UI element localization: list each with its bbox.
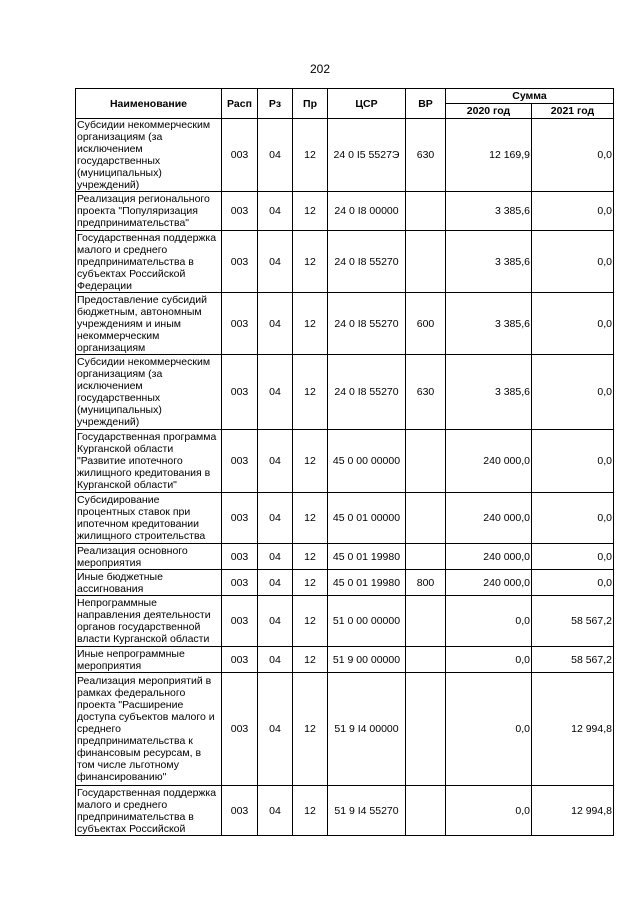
row-sum-2020: 0,0	[446, 596, 532, 647]
row-name: Реализация мероприятий в рамках федерального проекта "Расширение доступа субъектов малого и среднего предпринимательства к финансовым ресурсам, в том числе льготному финансированию"	[76, 673, 222, 786]
row-rasp: 003	[222, 355, 258, 430]
row-pr: 12	[293, 430, 328, 493]
row-rasp: 003	[222, 786, 258, 836]
row-sum-2021: 0,0	[532, 293, 614, 355]
row-rasp: 003	[222, 544, 258, 570]
row-rasp: 003	[222, 673, 258, 786]
row-pr: 12	[293, 192, 328, 231]
row-sum-2020: 240 000,0	[446, 493, 532, 544]
row-rz: 04	[258, 673, 293, 786]
row-sum-2021: 0,0	[532, 430, 614, 493]
row-csr: 51 9 I4 00000	[328, 673, 406, 786]
table-row	[76, 355, 614, 430]
row-name: Иные непрограммные мероприятия	[76, 647, 222, 673]
row-vr	[406, 493, 446, 544]
page-number: 202	[309, 62, 331, 76]
row-vr: 800	[406, 570, 446, 596]
row-rz: 04	[258, 231, 293, 293]
row-sum-2021: 0,0	[532, 493, 614, 544]
table-row	[76, 596, 614, 647]
row-pr: 12	[293, 493, 328, 544]
row-vr: 600	[406, 293, 446, 355]
row-csr: 24 0 I8 55270	[328, 231, 406, 293]
header-rz: Рз	[258, 89, 293, 119]
header-vr: ВР	[406, 89, 446, 119]
row-rz: 04	[258, 355, 293, 430]
row-csr: 45 0 01 19980	[328, 570, 406, 596]
table-row	[76, 493, 614, 544]
row-rasp: 003	[222, 231, 258, 293]
row-pr: 12	[293, 231, 328, 293]
row-csr: 45 0 01 00000	[328, 493, 406, 544]
row-vr: 630	[406, 355, 446, 430]
row-name: Субсидирование процентных ставок при ипотечном кредитовании жилищного строительства	[76, 493, 222, 544]
header-name: Наименование	[76, 89, 222, 119]
row-pr: 12	[293, 293, 328, 355]
row-vr: 630	[406, 119, 446, 192]
row-csr: 51 9 I4 55270	[328, 786, 406, 836]
row-rz: 04	[258, 647, 293, 673]
header-year-2020: 2020 год	[446, 104, 532, 119]
row-vr	[406, 596, 446, 647]
table-row	[76, 293, 614, 355]
table-body	[76, 119, 614, 836]
header-sum: Сумма	[446, 89, 614, 104]
row-name: Непрограммные направления деятельности органов государственной власти Курганской области	[76, 596, 222, 647]
row-vr	[406, 192, 446, 231]
row-name: Реализация основного мероприятия	[76, 544, 222, 570]
row-vr	[406, 430, 446, 493]
row-rasp: 003	[222, 570, 258, 596]
row-sum-2020: 12 169,9	[446, 119, 532, 192]
row-sum-2021: 0,0	[532, 119, 614, 192]
table-row	[76, 570, 614, 596]
row-rz: 04	[258, 570, 293, 596]
row-sum-2020: 240 000,0	[446, 544, 532, 570]
row-rasp: 003	[222, 430, 258, 493]
row-sum-2020: 3 385,6	[446, 231, 532, 293]
row-sum-2020: 240 000,0	[446, 570, 532, 596]
row-name: Субсидии некоммерческим организациям (за исключением государственных (муниципальных) учреждений)	[76, 119, 222, 192]
row-sum-2021: 58 567,2	[532, 647, 614, 673]
row-vr	[406, 231, 446, 293]
row-vr	[406, 544, 446, 570]
row-name: Государственная программа Курганской области "Развитие ипотечного жилищного кредитования в Курганской области"	[76, 430, 222, 493]
row-rz: 04	[258, 493, 293, 544]
budget-table	[75, 88, 614, 836]
row-csr: 24 0 I8 55270	[328, 355, 406, 430]
row-sum-2021: 12 994,8	[532, 673, 614, 786]
row-csr: 24 0 I8 55270	[328, 293, 406, 355]
row-rasp: 003	[222, 493, 258, 544]
row-sum-2021: 0,0	[532, 355, 614, 430]
row-rasp: 003	[222, 192, 258, 231]
row-rz: 04	[258, 192, 293, 231]
row-vr	[406, 786, 446, 836]
row-csr: 45 0 00 00000	[328, 430, 406, 493]
row-csr: 24 0 I8 00000	[328, 192, 406, 231]
table-row	[76, 544, 614, 570]
row-pr: 12	[293, 119, 328, 192]
row-name: Субсидии некоммерческим организациям (за исключением государственных (муниципальных) учреждений)	[76, 355, 222, 430]
row-sum-2021: 0,0	[532, 231, 614, 293]
row-name: Реализация регионального проекта "Популяризация предпринимательства"	[76, 192, 222, 231]
row-sum-2021: 0,0	[532, 570, 614, 596]
table-row	[76, 786, 614, 836]
row-sum-2021: 58 567,2	[532, 596, 614, 647]
table-row	[76, 192, 614, 231]
row-sum-2020: 3 385,6	[446, 192, 532, 231]
row-rasp: 003	[222, 596, 258, 647]
row-rz: 04	[258, 430, 293, 493]
header-rasp: Расп	[222, 89, 258, 119]
table-row	[76, 647, 614, 673]
row-pr: 12	[293, 544, 328, 570]
row-pr: 12	[293, 647, 328, 673]
header-year-2021: 2021 год	[532, 104, 614, 119]
row-rasp: 003	[222, 119, 258, 192]
table-row	[76, 119, 614, 192]
table-row	[76, 231, 614, 293]
row-name: Предоставление субсидий бюджетным, автономным учреждениям и иным некоммерческим организациям	[76, 293, 222, 355]
row-rz: 04	[258, 119, 293, 192]
row-sum-2020: 0,0	[446, 647, 532, 673]
row-pr: 12	[293, 786, 328, 836]
row-rz: 04	[258, 786, 293, 836]
row-csr: 51 0 00 00000	[328, 596, 406, 647]
row-csr: 24 0 I5 5527Э	[328, 119, 406, 192]
row-pr: 12	[293, 596, 328, 647]
row-sum-2021: 0,0	[532, 192, 614, 231]
row-rasp: 003	[222, 293, 258, 355]
row-sum-2020: 3 385,6	[446, 293, 532, 355]
row-name: Государственная поддержка малого и среднего предпринимательства в субъектах Российской Федерации	[76, 231, 222, 293]
row-sum-2020: 0,0	[446, 786, 532, 836]
row-sum-2020: 0,0	[446, 673, 532, 786]
row-name: Государственная поддержка малого и среднего предпринимательства в субъектах Российской	[76, 786, 222, 836]
row-rz: 04	[258, 293, 293, 355]
table-row	[76, 430, 614, 493]
row-sum-2020: 240 000,0	[446, 430, 532, 493]
row-sum-2021: 0,0	[532, 544, 614, 570]
header-pr: Пр	[293, 89, 328, 119]
row-rasp: 003	[222, 647, 258, 673]
row-sum-2020: 3 385,6	[446, 355, 532, 430]
header-csr: ЦСР	[328, 89, 406, 119]
row-vr	[406, 647, 446, 673]
row-pr: 12	[293, 355, 328, 430]
row-csr: 45 0 01 19980	[328, 544, 406, 570]
row-name: Иные бюджетные ассигнования	[76, 570, 222, 596]
row-pr: 12	[293, 673, 328, 786]
row-rz: 04	[258, 596, 293, 647]
table-row	[76, 673, 614, 786]
row-csr: 51 9 00 00000	[328, 647, 406, 673]
row-vr	[406, 673, 446, 786]
row-pr: 12	[293, 570, 328, 596]
row-sum-2021: 12 994,8	[532, 786, 614, 836]
row-rz: 04	[258, 544, 293, 570]
